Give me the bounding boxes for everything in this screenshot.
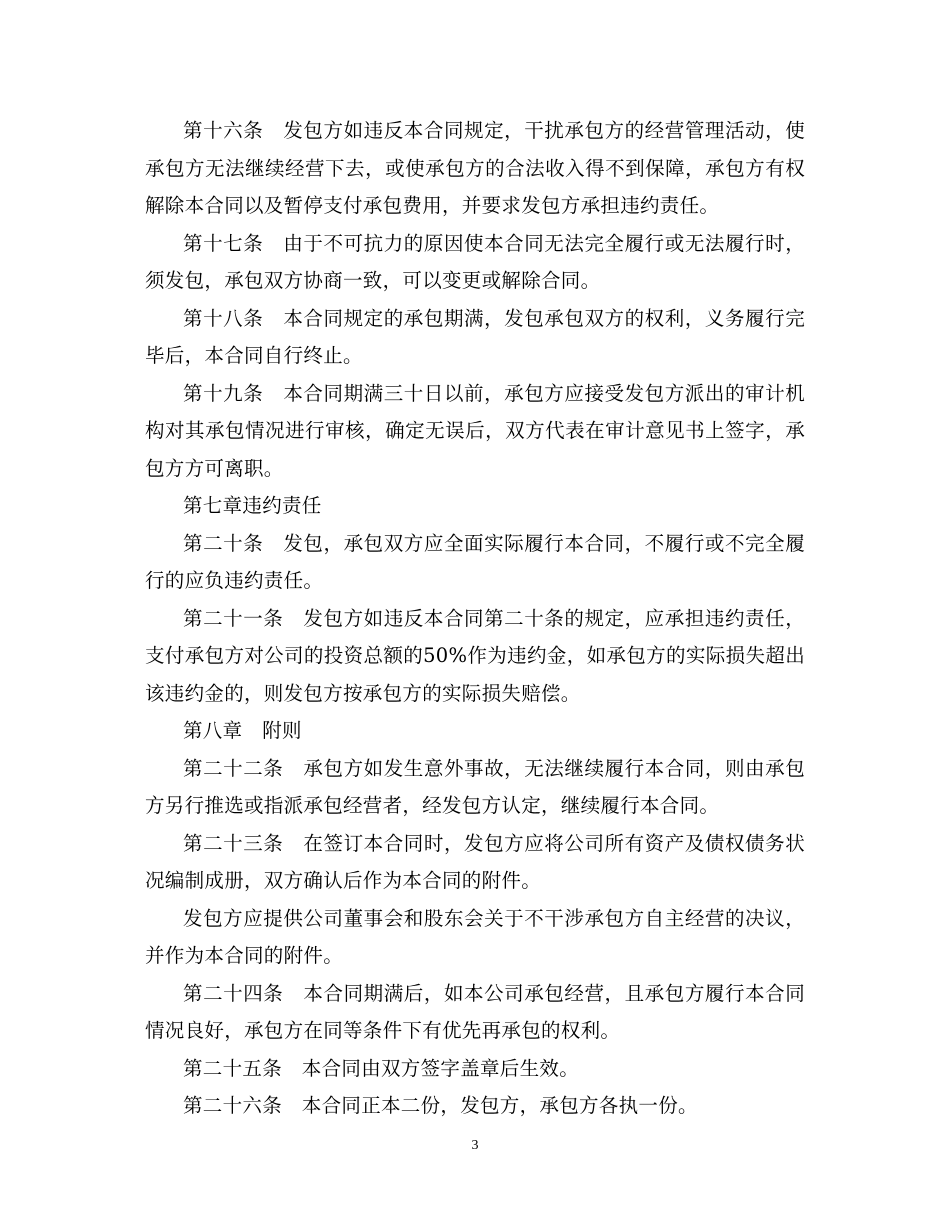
article-22: 第二十二条 承包方如发生意外事故，无法继续履行本合同，则由承包方另行推选或指派承包经营者，经发包方认定，继续履行本合同。 [145,756,805,817]
article-23: 第二十三条 在签订本合同时，发包方应将公司所有资产及债权债务状况编制成册，双方确认后作为本合同的附件。 [145,831,805,892]
article-18: 第十八条 本合同规定的承包期满，发包承包双方的权利，义务履行完毕后，本合同自行终止。 [145,306,805,367]
chapter-7-heading: 第七章违约责任 [183,494,322,517]
article-24: 第二十四条 本合同期满后，如本公司承包经营，且承包方履行本合同情况良好，承包方在同等条件下有优先再承包的权利。 [145,981,805,1042]
article-21: 第二十一条 发包方如违反本合同第二十条的规定，应承担违约责任，支付承包方对公司的投资总额的50%作为违约金，如承包方的实际损失超出该违约金的，则发包方按承包方的实际损失赔偿。 [145,606,805,705]
article-19: 第十九条 本合同期满三十日以前，承包方应接受发包方派出的审计机构对其承包情况进行审核，确定无误后，双方代表在审计意见书上签字，承包方方可离职。 [145,381,805,480]
article-26: 第二十六条 本合同正本二份，发包方，承包方各执一份。 [183,1094,698,1117]
article-23-supplement: 发包方应提供公司董事会和股东会关于不干涉承包方自主经营的决议，并作为本合同的附件。 [145,906,805,967]
article-16: 第十六条 发包方如违反本合同规定，干扰承包方的经营管理活动，使承包方无法继续经营下去，或使承包方的合法收入得不到保障，承包方有权解除本合同以及暂停支付承包费用，并要求发包方承担违约责任。 [145,119,805,217]
chapter-8-heading: 第八章 附则 [183,719,302,742]
article-20: 第二十条 发包，承包双方应全面实际履行本合同，不履行或不完全履行的应负违约责任。 [145,531,805,592]
article-17: 第十七条 由于不可抗力的原因使本合同无法完全履行或无法履行时，须发包，承包双方协商一致，可以变更或解除合同。 [145,231,805,292]
article-25: 第二十五条 本合同由双方签字盖章后生效。 [183,1056,580,1080]
document-body [145,112,805,1125]
page-number: 3 [471,1138,479,1153]
